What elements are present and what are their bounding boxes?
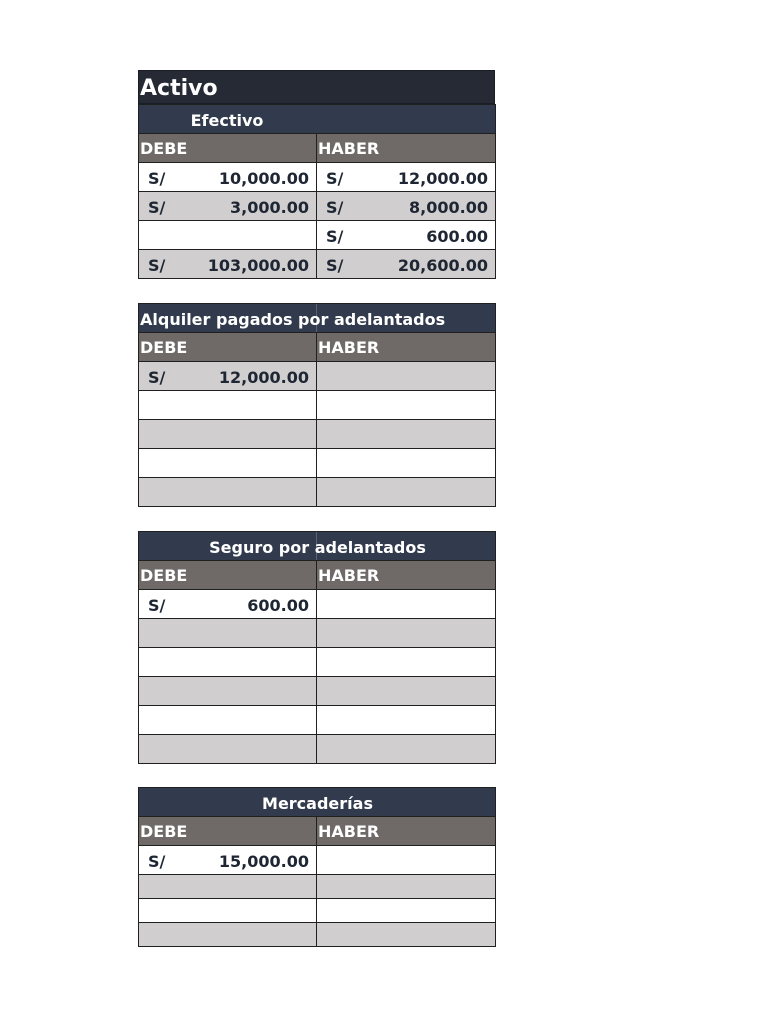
debe-cell[interactable] — [139, 192, 317, 221]
account-title: Seguro por adelantados — [209, 538, 426, 557]
debe-cell[interactable] — [139, 420, 317, 449]
table-row — [139, 420, 496, 449]
debe-cell[interactable] — [139, 735, 317, 764]
amount: 10,000.00 — [218, 169, 309, 188]
account-title: Alquiler pagados por adelantados — [140, 310, 446, 329]
account-title-cell — [139, 532, 496, 561]
haber-header[interactable]: HABER — [317, 561, 496, 590]
debe-cell[interactable] — [139, 923, 317, 947]
haber-header[interactable]: HABER — [317, 817, 496, 846]
haber-cell[interactable] — [317, 923, 496, 947]
table-row — [139, 221, 496, 250]
haber-cell[interactable] — [317, 735, 496, 764]
haber-cell[interactable] — [317, 590, 496, 619]
table-row — [139, 362, 496, 391]
haber-cell[interactable] — [317, 420, 496, 449]
amount: 12,000.00 — [218, 368, 309, 387]
table-row — [139, 735, 496, 764]
ledger-sheet — [138, 70, 495, 947]
haber-cell[interactable] — [317, 362, 496, 391]
debe-cell[interactable] — [139, 163, 317, 192]
debe-cell[interactable] — [139, 706, 317, 735]
amount: 20,600.00 — [397, 256, 488, 275]
currency-label: S/ — [148, 852, 166, 871]
haber-cell[interactable] — [317, 250, 496, 279]
table-row — [139, 648, 496, 677]
haber-cell[interactable] — [317, 221, 496, 250]
table-row — [139, 391, 496, 420]
haber-cell[interactable] — [317, 706, 496, 735]
table-row — [139, 875, 496, 899]
debe-cell[interactable] — [139, 449, 317, 478]
table-row — [139, 706, 496, 735]
account-alquiler — [138, 303, 496, 507]
haber-header[interactable]: HABER — [317, 134, 496, 163]
haber-cell[interactable] — [317, 875, 496, 899]
table-row — [139, 923, 496, 947]
haber-cell[interactable] — [317, 648, 496, 677]
haber-cell[interactable] — [317, 163, 496, 192]
account-mercaderias — [138, 787, 496, 947]
debe-cell[interactable] — [139, 899, 317, 923]
account-seguro — [138, 531, 496, 764]
amount: 8,000.00 — [409, 198, 488, 217]
amount: 15,000.00 — [218, 852, 309, 871]
amount: 600.00 — [426, 227, 488, 246]
haber-header[interactable]: HABER — [317, 333, 496, 362]
haber-cell[interactable] — [317, 677, 496, 706]
haber-cell[interactable] — [317, 391, 496, 420]
account-title-cell — [139, 105, 496, 134]
currency-label: S/ — [326, 198, 344, 217]
debe-cell[interactable] — [139, 648, 317, 677]
table-row — [139, 619, 496, 648]
haber-cell[interactable] — [317, 619, 496, 648]
table-row — [139, 449, 496, 478]
debe-cell[interactable] — [139, 619, 317, 648]
currency-label: S/ — [148, 256, 166, 275]
amount: 103,000.00 — [207, 256, 309, 275]
debe-header[interactable]: DEBE — [139, 561, 317, 590]
currency-label: S/ — [148, 169, 166, 188]
debe-header[interactable]: DEBE — [139, 333, 317, 362]
amount: 12,000.00 — [397, 169, 488, 188]
table-row — [139, 846, 496, 875]
debe-cell[interactable] — [139, 362, 317, 391]
account-efectivo — [138, 104, 496, 279]
debe-cell[interactable] — [139, 250, 317, 279]
amount: 3,000.00 — [230, 198, 309, 217]
currency-label: S/ — [148, 198, 166, 217]
account-title: Mercaderías — [262, 794, 373, 813]
haber-cell[interactable] — [317, 449, 496, 478]
currency-label: S/ — [326, 169, 344, 188]
currency-label: S/ — [326, 227, 344, 246]
amount: 600.00 — [247, 596, 309, 615]
currency-label: S/ — [148, 596, 166, 615]
debe-cell[interactable] — [139, 590, 317, 619]
haber-cell[interactable] — [317, 478, 496, 507]
table-row — [139, 250, 496, 279]
table-row — [139, 677, 496, 706]
debe-cell[interactable] — [139, 221, 317, 250]
account-title-cell — [139, 788, 496, 817]
table-row — [139, 192, 496, 221]
debe-header[interactable]: DEBE — [139, 134, 317, 163]
haber-cell[interactable] — [317, 846, 496, 875]
debe-cell[interactable] — [139, 677, 317, 706]
table-row — [139, 163, 496, 192]
table-row — [139, 590, 496, 619]
haber-cell[interactable] — [317, 192, 496, 221]
table-row — [139, 899, 496, 923]
sheet-title: Activo — [138, 70, 495, 104]
debe-cell[interactable] — [139, 875, 317, 899]
debe-cell[interactable] — [139, 478, 317, 507]
debe-header[interactable]: DEBE — [139, 817, 317, 846]
currency-label: S/ — [326, 256, 344, 275]
table-row — [139, 478, 496, 507]
currency-label: S/ — [148, 368, 166, 387]
haber-cell[interactable] — [317, 899, 496, 923]
debe-cell[interactable] — [139, 391, 317, 420]
account-title-cell — [139, 304, 496, 333]
debe-cell[interactable] — [139, 846, 317, 875]
account-title: Efectivo — [190, 111, 264, 130]
